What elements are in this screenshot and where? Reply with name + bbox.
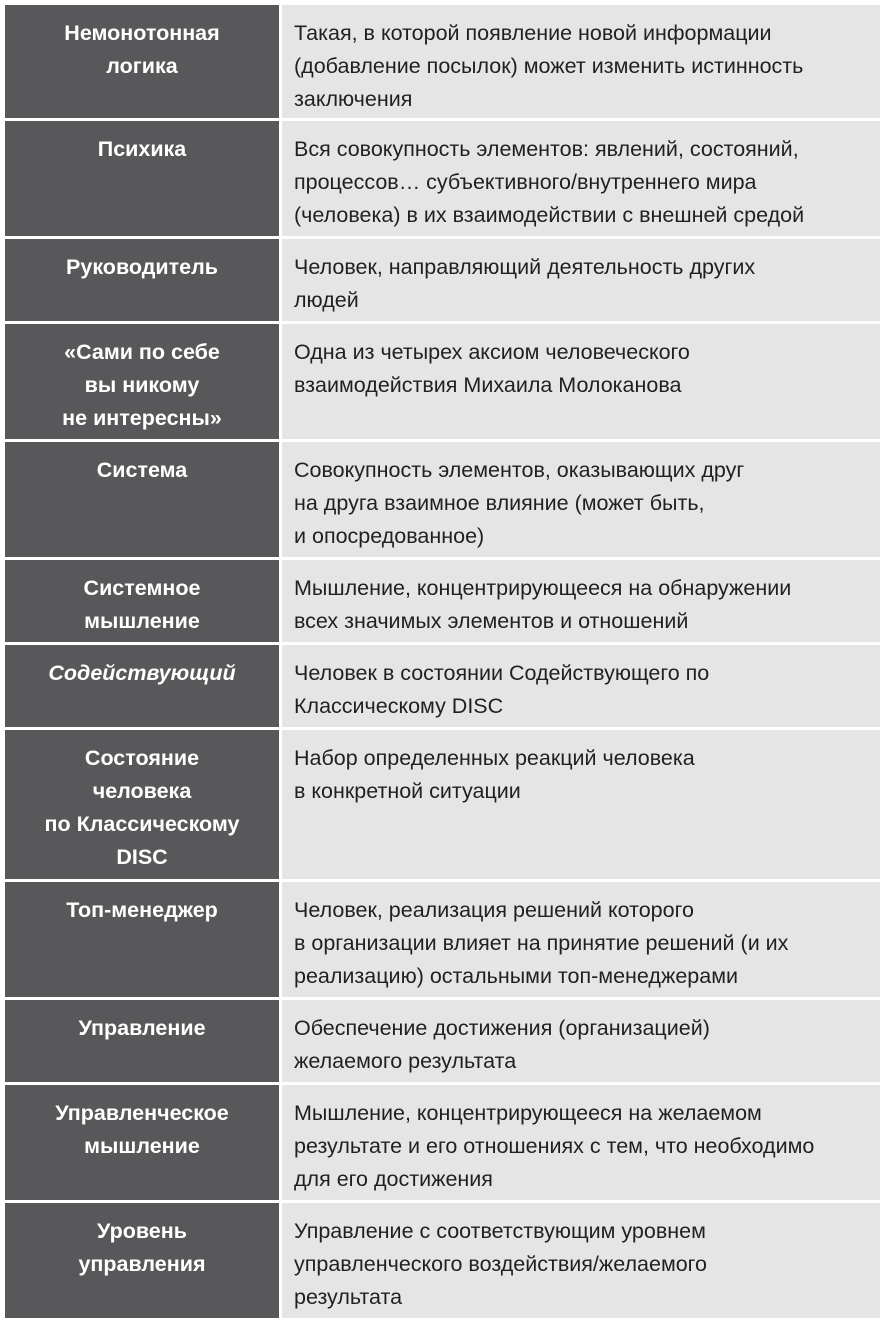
term-text: Системное мышление [83, 576, 201, 633]
definition-text: Человек, направляющий деятельность других людей [294, 255, 756, 312]
glossary-row [4, 238, 882, 323]
term-cell [4, 441, 281, 559]
definition-text: Обеспечение достижения (организацией) желаемого результата [294, 1016, 710, 1073]
term-cell [4, 1084, 281, 1202]
term-cell [4, 881, 281, 999]
definition-text: Мышление, концентрирующееся на обнаружении всех значимых элементов и отношений [294, 576, 792, 633]
definition-cell [281, 729, 882, 881]
term-cell [4, 120, 281, 238]
definition-text: Вся совокупность элементов: явлений, состояний, процессов… субъективного/внутреннего мира (человека) в их взаимодействии с внешней средой [294, 137, 805, 227]
glossary-row [4, 1084, 882, 1202]
definition-text: Набор определенных реакций человека в конкретной ситуации [294, 746, 695, 803]
glossary-row [4, 729, 882, 881]
term-cell [4, 729, 281, 881]
glossary-row [4, 120, 882, 238]
glossary-row [4, 999, 882, 1084]
glossary-row [4, 441, 882, 559]
glossary-row [4, 644, 882, 729]
definition-cell [281, 1084, 882, 1202]
definition-text: Одна из четырех аксиом человеческого взаимодействия Михаила Молоканова [294, 340, 690, 397]
definition-cell [281, 644, 882, 729]
glossary-row [4, 4, 882, 120]
definition-cell [281, 999, 882, 1084]
definition-text: Такая, в которой появление новой информации (добавление посылок) может изменить истинность заключения [294, 21, 804, 111]
glossary-row [4, 881, 882, 999]
term-text: Состояние человека по Классическому DISC [44, 746, 240, 869]
definition-cell [281, 441, 882, 559]
term-cell [4, 4, 281, 120]
term-text: Система [96, 458, 188, 482]
term-text: Топ-менеджер [66, 898, 218, 922]
term-text: Уровень управления [78, 1219, 206, 1276]
definition-cell [281, 559, 882, 644]
definition-cell [281, 120, 882, 238]
definition-cell [281, 323, 882, 441]
definition-cell [281, 238, 882, 323]
term-text: «Сами по себе вы никому не интересны» [62, 340, 222, 430]
term-text: Психика [97, 137, 187, 161]
term-cell [4, 559, 281, 644]
definition-text: Управление с соответствующим уровнем управленческого воздействия/желаемого результата [294, 1219, 708, 1309]
definition-cell [281, 4, 882, 120]
glossary-body [4, 4, 882, 1320]
definition-text: Мышление, концентрирующееся на желаемом результате и его отношениях с тем, что необходимо для его достижения [294, 1101, 815, 1191]
glossary-row [4, 1202, 882, 1320]
term-text: Содействующий [48, 661, 236, 685]
term-text: Немонотонная логика [64, 21, 220, 78]
definition-cell [281, 1202, 882, 1320]
term-text: Руководитель [66, 255, 218, 279]
definition-text: Человек, реализация решений которого в организации влияет на принятие решений (и их реализацию) остальными топ-менеджерами [294, 898, 789, 988]
definition-cell [281, 881, 882, 999]
term-text: Управление [78, 1016, 206, 1040]
definition-text: Человек в состоянии Содействующего по Классическому DISC [294, 661, 710, 718]
glossary-table [2, 2, 883, 1321]
term-cell [4, 1202, 281, 1320]
term-cell [4, 999, 281, 1084]
glossary-row [4, 323, 882, 441]
definition-text: Совокупность элементов, оказывающих друг на друга взаимное влияние (может быть, и опосредованное) [294, 458, 745, 548]
term-cell [4, 644, 281, 729]
glossary-row [4, 559, 882, 644]
term-cell [4, 238, 281, 323]
term-text: Управленческое мышление [55, 1101, 229, 1158]
term-cell [4, 323, 281, 441]
